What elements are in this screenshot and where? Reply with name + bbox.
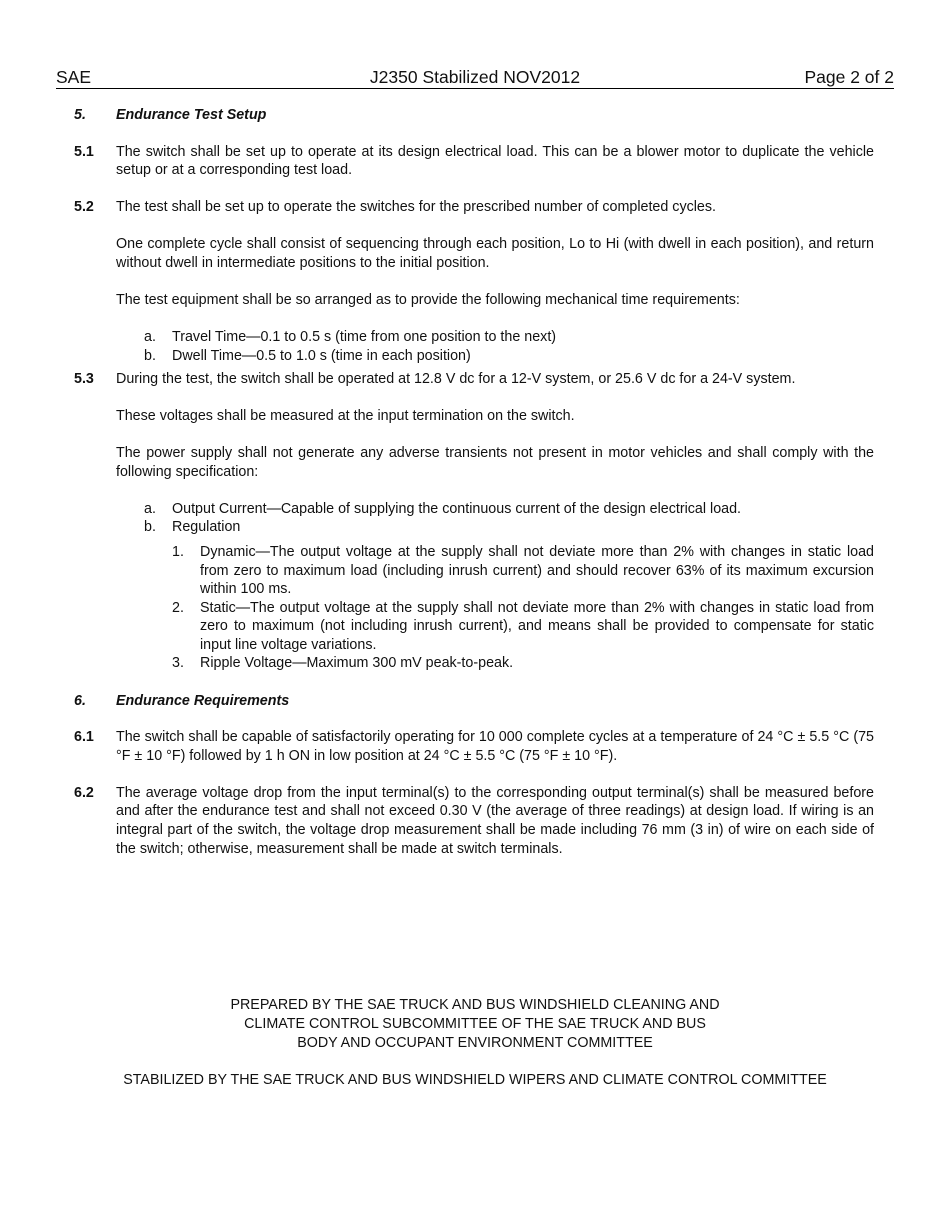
list-item <box>144 328 874 347</box>
paragraph-text: The switch shall be capable of satisfactorily operating for 10 000 complete cycles at a temperature of 24 °C ± 5.5 °C (75 °F ± 10 °F) followed by 1 h ON in low position at 24 °C ± 5.5 °C (75 °F ± 10 °F). <box>116 729 874 764</box>
paragraph-number: 6.1 <box>74 729 94 746</box>
header-org: SAE <box>56 67 92 87</box>
power-supply-spec-list <box>144 500 874 537</box>
paragraph-number: 6.2 <box>74 784 94 801</box>
list-marker: b. <box>144 519 156 536</box>
list-marker: 1. <box>172 543 184 560</box>
list-item <box>172 543 874 599</box>
paragraph-5-1 <box>74 143 874 180</box>
prepared-by-line: BODY AND OCCUPANT ENVIRONMENT COMMITTEE <box>297 1035 653 1051</box>
paragraph-number: 5.1 <box>74 143 94 160</box>
paragraph-5-3-sub-2: The power supply shall not generate any adverse transients not present in motor vehicles and shall comply with the following specification: <box>116 445 874 480</box>
list-item-text: Ripple Voltage—Maximum 300 mV peak-to-peak. <box>200 655 514 672</box>
list-marker: a. <box>144 500 156 517</box>
list-item <box>144 347 874 366</box>
paragraph-5-3-sub-1: These voltages shall be measured at the input termination on the switch. <box>116 407 575 424</box>
prepared-by-line: CLIMATE CONTROL SUBCOMMITTEE OF THE SAE TRUCK AND BUS <box>244 1016 706 1032</box>
prepared-by-line: PREPARED BY THE SAE TRUCK AND BUS WINDSHIELD CLEANING AND <box>230 997 720 1013</box>
document-body <box>74 106 874 877</box>
list-item <box>172 654 874 673</box>
section-number: 6. <box>74 692 86 709</box>
list-marker: 3. <box>172 655 184 672</box>
paragraph-text: The average voltage drop from the input terminal(s) to the corresponding output terminal(s) shall be measured before and after the endurance test and shall not exceed 0.30 V (the average of three readings) at design load. If wiring is an integral part of the switch, the voltage drop measurement shall be made including 76 mm (3 in) of wire on each side of the switch; otherwise, measurement shall be made at switch terminals. <box>116 784 874 857</box>
list-marker: a. <box>144 329 156 346</box>
section-title: Endurance Test Setup <box>116 107 267 123</box>
list-item-text: Dynamic—The output voltage at the supply shall not deviate more than 2% with changes in static load from zero to maximum load (including inrush current) and should recover 63% of its maximum excursion within 100 ms. <box>200 543 874 598</box>
page-header <box>56 66 894 89</box>
time-requirements-list <box>144 328 874 365</box>
section-title: Endurance Requirements <box>116 692 290 709</box>
section-6-heading <box>74 692 874 711</box>
document-footer <box>56 996 894 1090</box>
paragraph-5-2 <box>74 198 874 217</box>
header-doc-id: J2350 Stabilized NOV2012 <box>369 67 581 87</box>
paragraph-5-2-sub-1: One complete cycle shall consist of sequencing through each position, Lo to Hi (with dwell in each position), and return without dwell in intermediate positions to the initial position. <box>116 236 874 271</box>
list-item-text: Travel Time—0.1 to 0.5 s (time from one position to the next) <box>172 329 557 346</box>
list-marker: 2. <box>172 599 184 616</box>
paragraph-text: The test shall be set up to operate the switches for the prescribed number of completed cycles. <box>116 199 716 216</box>
list-item <box>144 500 874 519</box>
list-marker: b. <box>144 347 156 364</box>
section-5-heading <box>74 106 874 125</box>
list-item-text: Dwell Time—0.5 to 1.0 s (time in each position) <box>172 347 471 364</box>
regulation-list <box>172 543 874 673</box>
list-item-text: Output Current—Capable of supplying the continuous current of the design electrical load. <box>172 500 742 517</box>
section-number: 5. <box>74 107 86 123</box>
paragraph-number: 5.3 <box>74 370 94 387</box>
paragraph-6-1 <box>74 728 874 765</box>
paragraph-text: During the test, the switch shall be operated at 12.8 V dc for a 12-V system, or 25.6 V dc for a 24-V system. <box>116 370 796 387</box>
paragraph-text: The switch shall be set up to operate at its design electrical load. This can be a blower motor to duplicate the vehicle setup or at a corresponding test load. <box>116 143 874 179</box>
list-item <box>144 518 874 537</box>
paragraph-number: 5.2 <box>74 199 94 216</box>
paragraph-5-2-sub-2: The test equipment shall be so arranged as to provide the following mechanical time requirements: <box>116 292 740 309</box>
list-item-text: Regulation <box>172 519 241 536</box>
stabilized-by-line: STABILIZED BY THE SAE TRUCK AND BUS WINDSHIELD WIPERS AND CLIMATE CONTROL COMMITTEE <box>123 1072 827 1088</box>
header-page-number: Page 2 of 2 <box>804 67 894 87</box>
paragraph-6-2 <box>74 784 874 858</box>
list-item-text: Static—The output voltage at the supply shall not deviate more than 2% with changes in static load from zero to maximum (not including inrush current), and means shall be provided to compensate for static input line voltage variations. <box>200 599 874 653</box>
paragraph-5-3 <box>74 370 874 389</box>
list-item <box>172 599 874 655</box>
